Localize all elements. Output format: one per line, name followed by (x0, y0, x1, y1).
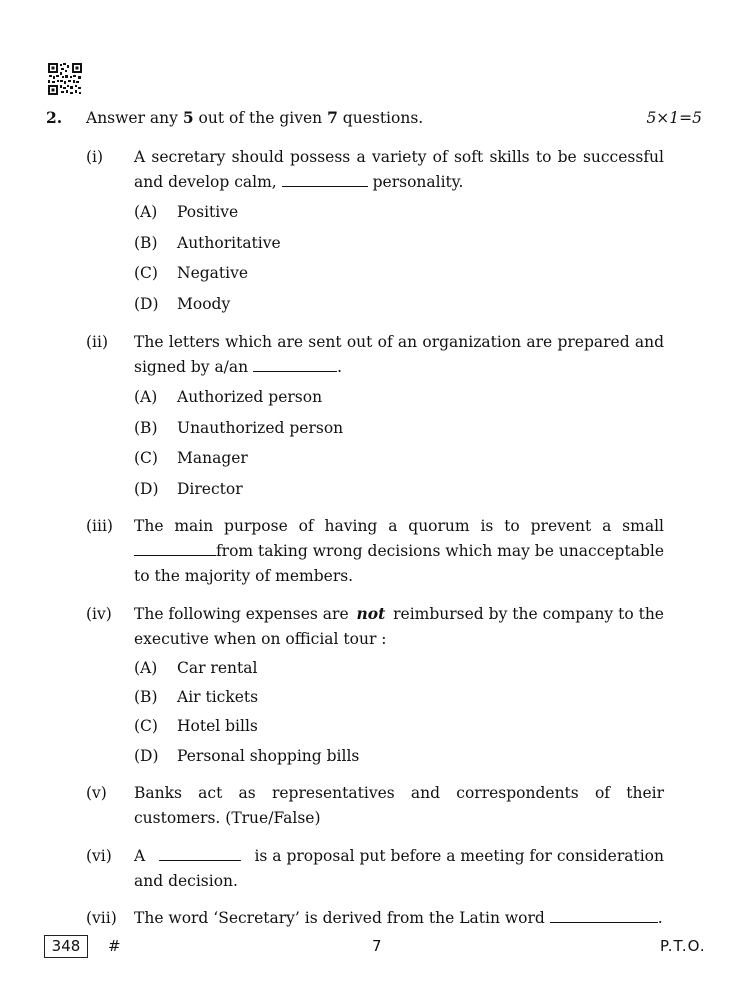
option-label: (B) (134, 419, 158, 437)
option-label: (A) (134, 203, 158, 221)
item-i-line2 (134, 172, 463, 192)
item-number-vi: (vi) (86, 847, 112, 865)
option-label: (A) (134, 659, 158, 677)
instruction-text: questions. (337, 109, 424, 127)
item-ii-text: . (337, 358, 343, 376)
item-iv-line2: executive when on official tour : (134, 630, 387, 648)
option-text: Unauthorized person (177, 419, 344, 437)
instruction-text: out of the given (193, 109, 328, 127)
instruction-total: 7 (327, 108, 338, 127)
pto-label: P.T.O. (660, 937, 706, 955)
option-label: (D) (134, 747, 159, 765)
option-text: Positive (177, 203, 239, 221)
answer-blank (550, 908, 658, 923)
item-number-iv: (iv) (86, 605, 112, 623)
instruction-text: Answer any (86, 109, 183, 127)
item-vi-line1 (134, 846, 664, 866)
item-vii-text: . (657, 909, 663, 927)
item-vii-text: The word ‘Secretary’ is derived from the Latin word (134, 909, 545, 927)
option-text: Manager (177, 449, 248, 467)
item-iv-text: The following expenses are (134, 605, 349, 623)
item-iv-line1 (134, 604, 664, 624)
option-text: Moody (177, 295, 231, 313)
item-v-line1: Banks act as representatives and correspondents of their (134, 784, 664, 802)
question-number: 2. (46, 108, 63, 127)
question-instruction (86, 108, 423, 128)
item-iii-line1: The main purpose of having a quorum is to prevent a small (134, 517, 664, 535)
item-vi-line2: and decision. (134, 872, 238, 890)
item-vii-line1 (134, 908, 663, 928)
footer-hash: # (108, 937, 121, 955)
option-text: Hotel bills (177, 717, 258, 735)
page-number: 7 (372, 937, 382, 955)
item-ii-line1: The letters which are sent out of an organization are prepared and (134, 333, 664, 351)
answer-blank (134, 541, 216, 556)
option-label: (B) (134, 688, 158, 706)
item-number-v: (v) (86, 784, 107, 802)
answer-blank (159, 846, 241, 861)
item-number-vii: (vii) (86, 909, 117, 927)
answer-blank (282, 172, 368, 187)
option-label: (B) (134, 234, 158, 252)
item-iv-emphasis: not (356, 604, 386, 623)
item-i-line1: A secretary should possess a variety of soft skills to be successful (134, 148, 664, 166)
item-vi-text: A (134, 847, 146, 865)
marks-allocation: 5×1=5 (646, 109, 702, 127)
option-text: Director (177, 480, 243, 498)
option-label: (C) (134, 717, 158, 735)
option-text: Personal shopping bills (177, 747, 360, 765)
option-label: (C) (134, 449, 158, 467)
option-label: (C) (134, 264, 158, 282)
answer-blank (253, 357, 337, 372)
item-i-text: personality. (372, 173, 464, 191)
item-iii-line3: to the majority of members. (134, 567, 354, 585)
option-label: (A) (134, 388, 158, 406)
item-iii-text: from taking wrong decisions which may be unacceptable (215, 542, 664, 560)
item-iii-line2 (134, 541, 664, 561)
item-number-ii: (ii) (86, 333, 109, 351)
item-v-line2: customers. (True/False) (134, 809, 321, 827)
option-text: Negative (177, 264, 249, 282)
option-text: Car rental (177, 659, 258, 677)
qr-code-icon (48, 63, 82, 95)
option-text: Authorized person (177, 388, 323, 406)
paper-code-box: 348 (44, 935, 88, 958)
option-text: Air tickets (177, 688, 259, 706)
item-ii-text: signed by a/an (134, 358, 249, 376)
item-number-iii: (iii) (86, 517, 113, 535)
item-iv-text: reimbursed by the company to the (393, 605, 664, 623)
item-vi-text: is a proposal put before a meeting for consideration (254, 847, 664, 865)
item-ii-line2 (134, 357, 342, 377)
instruction-count: 5 (182, 108, 194, 127)
option-label: (D) (134, 295, 159, 313)
option-text: Authoritative (177, 234, 281, 252)
option-label: (D) (134, 480, 159, 498)
item-number-i: (i) (86, 148, 104, 166)
item-i-text: and develop calm, (134, 173, 277, 191)
